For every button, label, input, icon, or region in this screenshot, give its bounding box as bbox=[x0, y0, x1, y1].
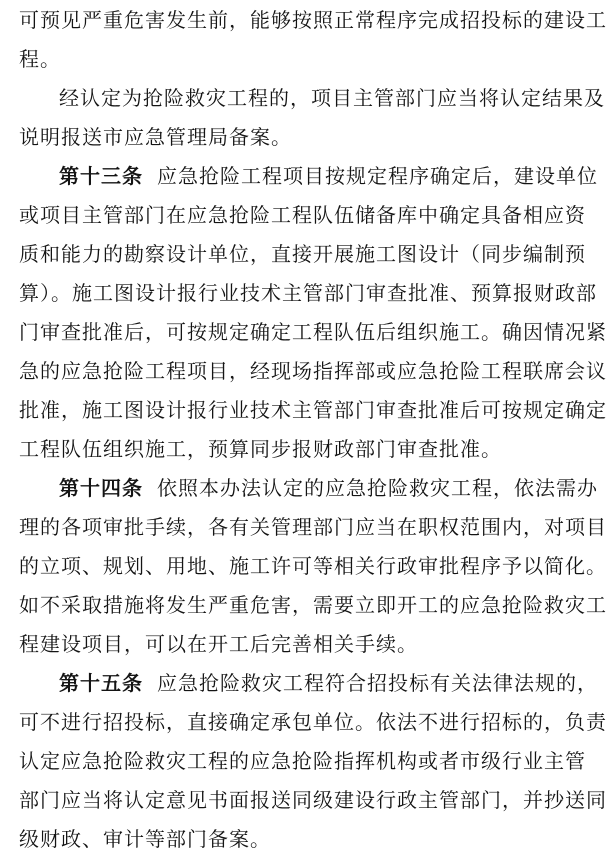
text-line: 批准，施工图设计报行业技术主管部门审查批准后可按规定确定 bbox=[19, 398, 607, 422]
text-line: 工程队伍组织施工，预算同步报财政部门审查批准。 bbox=[19, 437, 502, 461]
text-line: 部门应当将认定意见书面报送同级建设行政主管部门，并抄送同 bbox=[19, 788, 607, 812]
text-line: 经认定为抢险救灾工程的，项目主管部门应当将认定结果及 bbox=[59, 86, 605, 110]
article-13-heading: 第十三条 bbox=[59, 164, 143, 188]
article-15-first-line bbox=[59, 670, 598, 696]
text-line: 可不进行招投标，直接确定承包单位。依法不进行招标的，负责 bbox=[19, 710, 607, 734]
text-line: 应急抢险工程项目按规定程序确定后，建设单位 bbox=[157, 164, 598, 188]
text-line: 如不采取措施将发生严重危害，需要立即开工的应急抢险救灾工 bbox=[19, 593, 607, 617]
text-line: 可预见严重危害发生前，能够按照正常程序完成招投标的建设工 bbox=[19, 8, 607, 32]
text-line: 的立项、规划、用地、施工许可等相关行政审批程序予以简化。 bbox=[19, 554, 607, 578]
article-14-first-line bbox=[59, 475, 598, 501]
text-line: 认定应急抢险救灾工程的应急抢险指挥机构或者市级行业主管 bbox=[19, 749, 586, 773]
article-13-first-line bbox=[59, 163, 598, 189]
text-line: 级财政、审计等部门备案。 bbox=[19, 827, 271, 851]
text-line: 依照本办法认定的应急抢险救灾工程，依法需办 bbox=[157, 476, 598, 500]
text-line: 质和能力的勘察设计单位，直接开展施工图设计（同步编制预 bbox=[19, 242, 586, 266]
article-14-heading: 第十四条 bbox=[59, 476, 143, 500]
text-line: 或项目主管部门在应急抢险工程队伍储备库中确定具备相应资 bbox=[19, 203, 586, 227]
text-line: 说明报送市应急管理局备案。 bbox=[19, 125, 292, 149]
article-15-heading: 第十五条 bbox=[59, 671, 143, 695]
text-line: 程建设项目，可以在开工后完善相关手续。 bbox=[19, 632, 418, 656]
text-line: 应急抢险救灾工程符合招投标有关法律法规的， bbox=[157, 671, 598, 695]
text-line: 理的各项审批手续，各有关管理部门应当在职权范围内，对项目 bbox=[19, 515, 607, 539]
text-line: 急的应急抢险工程项目，经现场指挥部或应急抢险工程联席会议 bbox=[19, 359, 607, 383]
text-line: 程。 bbox=[19, 47, 61, 71]
text-line: 门审查批准后，可按规定确定工程队伍后组织施工。确因情况紧 bbox=[19, 320, 607, 344]
text-line: 算）。施工图设计报行业技术主管部门审查批准、预算报财政部 bbox=[19, 281, 597, 305]
